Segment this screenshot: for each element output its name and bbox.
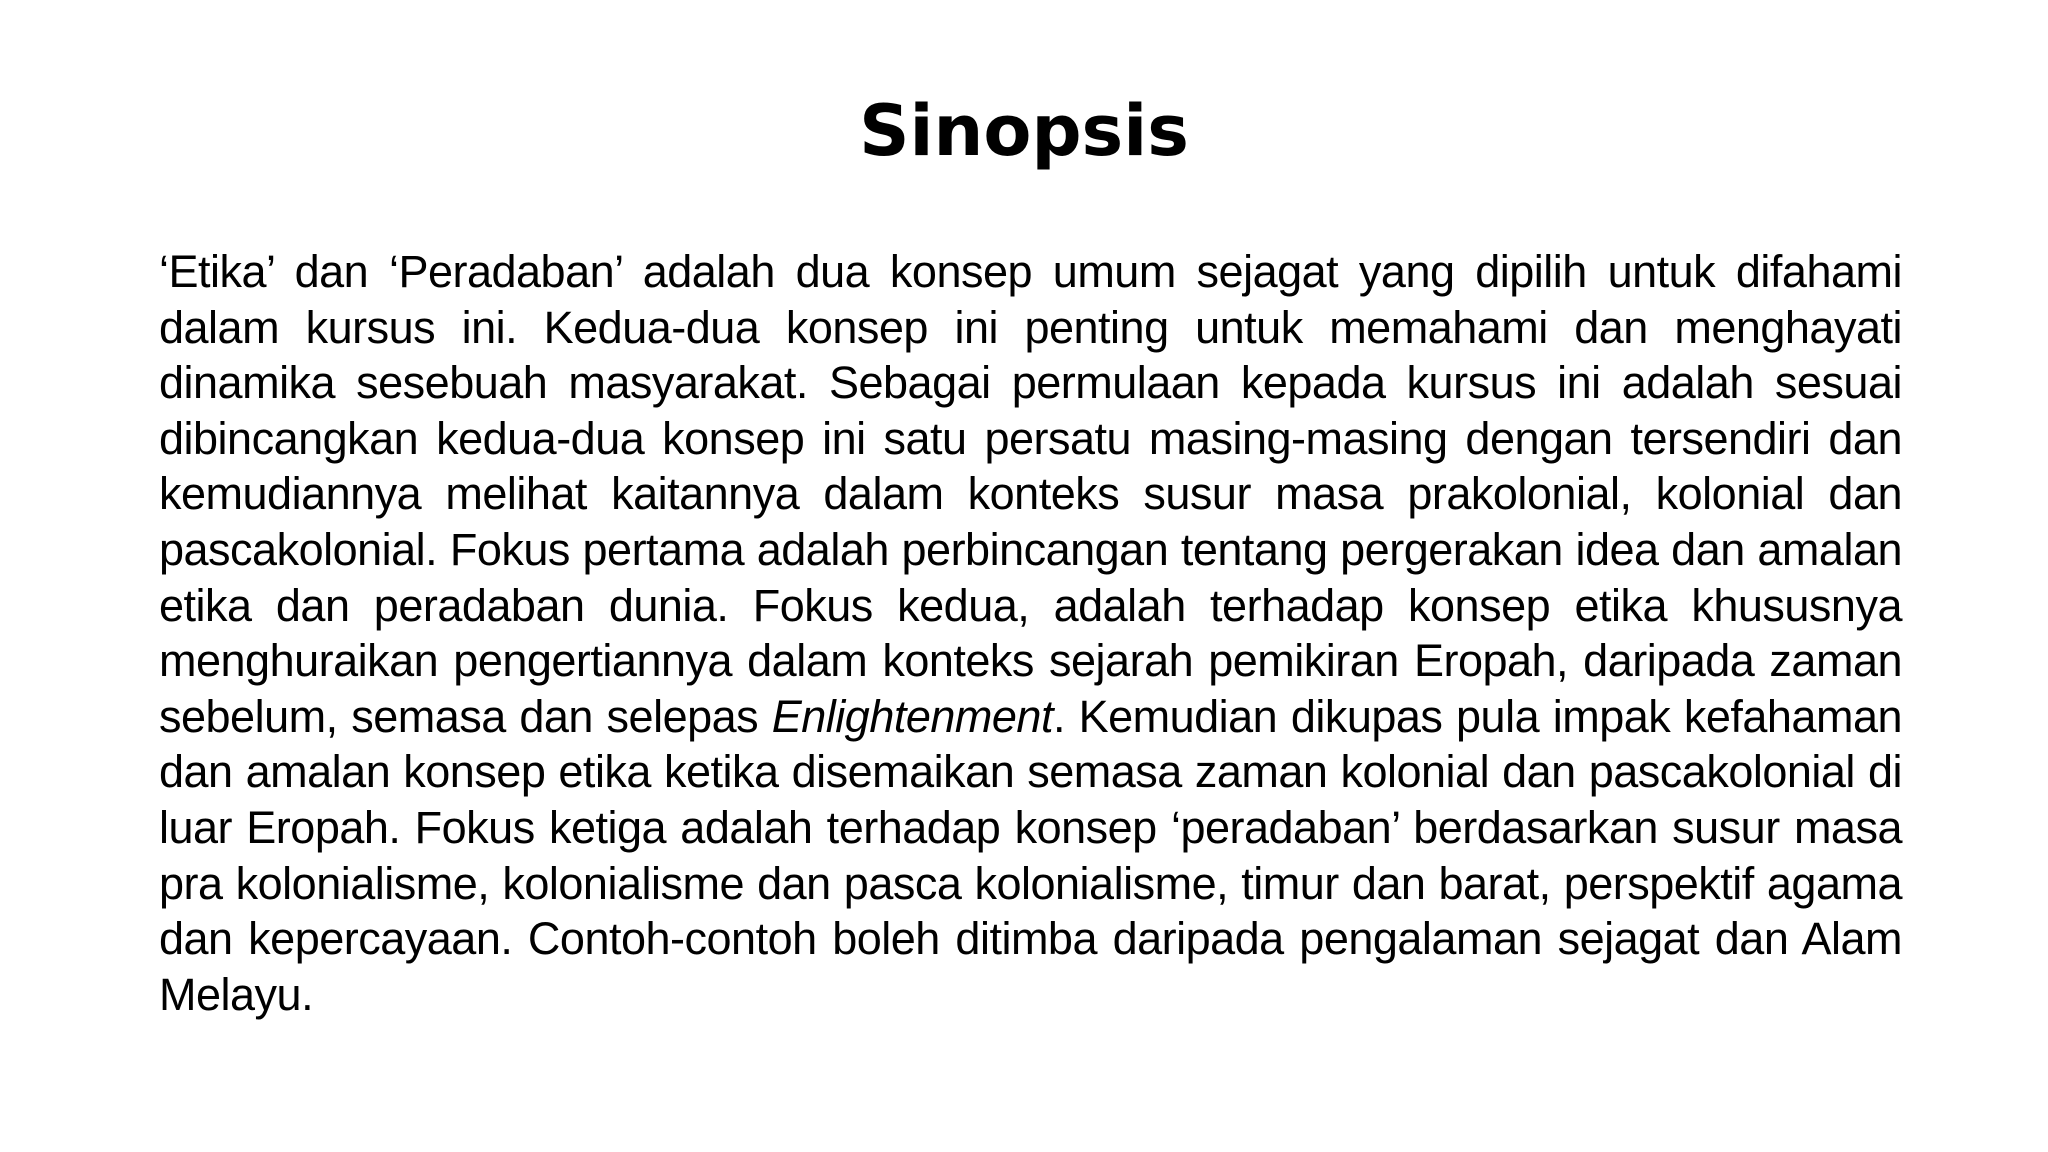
synopsis-italic-term: Enlightenment bbox=[771, 690, 1053, 742]
slide-title: Sinopsis bbox=[859, 90, 1189, 172]
synopsis-text-part1: ‘Etika’ dan ‘Peradaban’ adalah dua konsep umum sejagat yang dipilih untuk difahami dalam kursus ini. Kedua-dua konsep ini penting untuk memahami dan menghayati dinamika sesebuah masyarakat. Sebagai permulaan kepada kursus ini adalah sesuai dibincangkan kedua-dua konsep ini satu persatu masing-masing dengan tersendiri dan kemudiannya melihat kaitannya dalam konteks susur masa prakolonial, kolonial dan pascakolonial. Fokus pertama adalah perbincangan tentang pergerakan idea dan amalan etika dan peradaban dunia. Fokus kedua, adalah terhadap konsep etika khususnya menghuraikan pengertiannya dalam konteks sejarah pemikiran Eropah, daripada zaman sebelum, semasa dan selepas bbox=[159, 246, 1902, 742]
synopsis-text-part2: . Kemudian dikupas pula impak kefahaman dan amalan konsep etika ketika disemaikan semasa zaman kolonial dan pascakolonial di luar Eropah. Fokus ketiga adalah terhadap konsep ‘peradaban’ berdasarkan susur masa pra kolonialisme, kolonialisme dan pasca kolonialisme, timur dan barat, perspektif agama dan kepercayaan. Contoh-contoh boleh ditimba daripada pengalaman sejagat dan Alam Melayu. bbox=[159, 690, 1902, 1020]
synopsis-paragraph bbox=[159, 244, 1902, 1022]
